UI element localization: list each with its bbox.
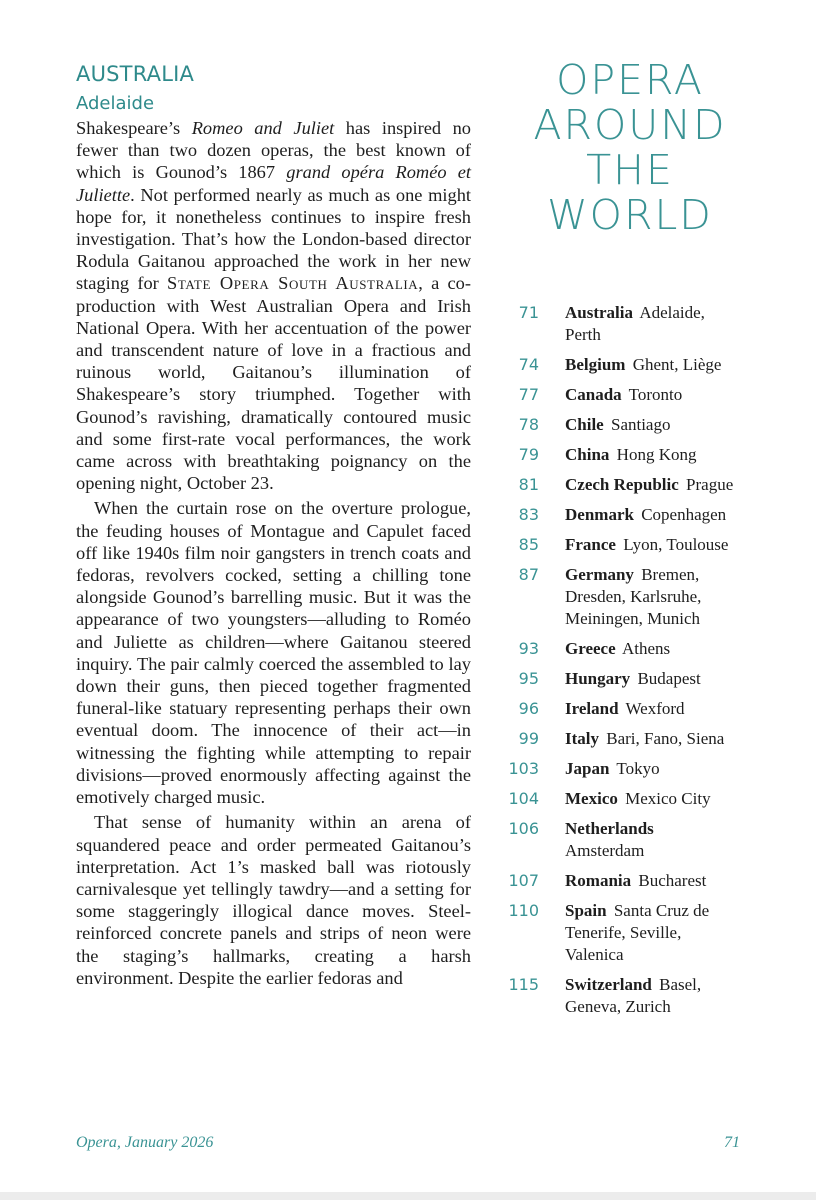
index-entry-text bbox=[565, 818, 735, 862]
review-column bbox=[76, 60, 471, 989]
index-country: Italy bbox=[565, 729, 599, 748]
index-cities: Lyon, Toulouse bbox=[623, 535, 729, 554]
index-cities: Hong Kong bbox=[616, 445, 697, 464]
index-country: Czech Republic bbox=[565, 475, 679, 494]
index-entry bbox=[500, 564, 750, 630]
index-cities: Copenhagen bbox=[641, 505, 727, 524]
paragraph-2: When the curtain rose on the overture prologue, the feuding houses of Montague and Capulet faced off like 1940s film noir gangsters in trench coats and fedoras, revolvers cocked, setting a chilling tone alongside Gounod’s barrelling music. But it was the appearance of two youngsters—alluding to Roméo and Juliette as children—where Gaitanou steered inquiry. The pair calmly coerced the assembled to lay down their guns, then pieced together fragmented funeral-like statuary representing perhaps their own eventual doom. The innocence of their act—in witnessing the fighting while attempting to repair divisions—proved enormously affecting against the emotively charged music. bbox=[76, 498, 471, 808]
index-cities: Athens bbox=[621, 639, 671, 658]
index-country: Belgium bbox=[565, 355, 626, 374]
index-country: Mexico bbox=[565, 789, 618, 808]
index-cities: Bucharest bbox=[638, 871, 707, 890]
index-entry-text bbox=[565, 564, 735, 630]
index-entry bbox=[500, 818, 750, 862]
index-entry bbox=[500, 414, 750, 436]
index-page-number: 93 bbox=[518, 639, 539, 658]
index-country: Ireland bbox=[565, 699, 619, 718]
index-page-number: 79 bbox=[518, 445, 539, 464]
index-cities: Prague bbox=[686, 475, 734, 494]
index-page-number: 106 bbox=[508, 819, 539, 838]
index-cities: Santiago bbox=[610, 415, 671, 434]
index-country: Netherlands bbox=[565, 819, 654, 838]
index-cities: Bremen, Dresden, Karlsruhe, Meiningen, Munich bbox=[565, 565, 702, 628]
index-page-number: 85 bbox=[518, 535, 539, 554]
index-country: Spain bbox=[565, 901, 607, 920]
index-entry-text bbox=[565, 900, 735, 966]
index-page-number: 110 bbox=[508, 901, 539, 920]
index-entry-text bbox=[565, 788, 735, 810]
paragraph-1: Shakespeare’s Romeo and Juliet has inspired no fewer than two dozen operas, the best known of which is Gounod’s 1867 grand opéra Roméo et Juliette. Not performed nearly as much as one might hope for, it nonetheless continues to inspire fresh investigation. That’s how the London-based director Rodula Gaitanou approached the work in her new staging for State Opera South Australia, a co-production with West Australian Opera and Irish National Opera. With her accentuation of the power and transcendent nature of love in a fractious and ruinous world, Gaitanou’s illumination of Shakespeare’s story triumphed. Together with Gounod’s ravishing, dramatically contoured music and some first-rate vocal performances, the work came across with breathtaking poignancy on the opening night, October 23. bbox=[76, 118, 472, 494]
city-heading: Adelaide bbox=[76, 93, 155, 114]
index-entry bbox=[500, 870, 750, 892]
publication-footer: Opera, January 2026 bbox=[76, 1134, 214, 1151]
index-page-number: 107 bbox=[508, 871, 539, 890]
index-country: Denmark bbox=[565, 505, 634, 524]
index-entry bbox=[500, 974, 750, 1018]
index-page-number: 99 bbox=[518, 729, 539, 748]
index-cities: Mexico City bbox=[625, 789, 711, 808]
index-entry-text bbox=[565, 384, 735, 406]
index-cities: Adelaide, Perth bbox=[565, 303, 705, 344]
index-page-number: 103 bbox=[508, 759, 539, 778]
index-entry-text bbox=[565, 354, 735, 376]
index-cities: Bari, Fano, Siena bbox=[606, 729, 725, 748]
index-country: Canada bbox=[565, 385, 622, 404]
index-page-number: 104 bbox=[508, 789, 539, 808]
index-entry bbox=[500, 728, 750, 750]
index-entry bbox=[500, 444, 750, 466]
index-entry bbox=[500, 788, 750, 810]
index-entry bbox=[500, 758, 750, 780]
paragraph-3: That sense of humanity within an arena of squandered peace and order permeated Gaitanou’s interpretation. Act 1’s masked ball was riotously carnivalesque yet tellingly tawdry—and a setting for some staggeringly illogical dance moves. Steel-reinforced concrete panels and strips of neon were the staging’s hallmarks, creating a harsh environment. Despite the earlier fedoras and bbox=[76, 812, 471, 988]
index-cities: Wexford bbox=[625, 699, 685, 718]
index-cities: Basel, Geneva, Zurich bbox=[565, 975, 702, 1016]
index-entry-text bbox=[565, 638, 735, 660]
index-cities: Budapest bbox=[637, 669, 701, 688]
index-country: Chile bbox=[565, 415, 604, 434]
index-entry-text bbox=[565, 698, 735, 720]
index-page-number: 78 bbox=[518, 415, 539, 434]
index-entry bbox=[500, 900, 750, 966]
index-page-number: 95 bbox=[518, 669, 539, 688]
company-name: State Opera South Australia bbox=[167, 273, 419, 294]
index-page-number: 83 bbox=[518, 505, 539, 524]
index-entry bbox=[500, 474, 750, 496]
index-page-number: 87 bbox=[518, 565, 539, 584]
index-entry bbox=[500, 302, 750, 346]
index-entry-text bbox=[565, 728, 735, 750]
index-cities: Toronto bbox=[628, 385, 683, 404]
index-cities: Ghent, Liège bbox=[632, 355, 722, 374]
index-cities: Santa Cruz de Tenerife, Seville, Valenica bbox=[565, 901, 710, 964]
index-entry-text bbox=[565, 974, 735, 1018]
region-heading: AUSTRALIA bbox=[76, 62, 195, 86]
index-entry-text bbox=[565, 414, 735, 436]
index-entry bbox=[500, 668, 750, 690]
page-number: 71 bbox=[724, 1134, 740, 1151]
index-page-number: 96 bbox=[518, 699, 539, 718]
index-country: Romania bbox=[565, 871, 632, 890]
index-entry-text bbox=[565, 504, 735, 526]
work-title: Romeo and Juliet bbox=[191, 118, 335, 138]
work-title: grand opéra Roméo et Juliette bbox=[76, 162, 472, 205]
index-entry bbox=[500, 504, 750, 526]
index-page-number: 74 bbox=[518, 355, 539, 374]
index-country: Germany bbox=[565, 565, 634, 584]
index-page-number: 77 bbox=[518, 385, 539, 404]
index-cities: Amsterdam bbox=[565, 841, 645, 860]
index-country: China bbox=[565, 445, 610, 464]
page-edge bbox=[0, 1192, 816, 1200]
review-body bbox=[76, 117, 471, 989]
index-country: France bbox=[565, 535, 616, 554]
section-title: OPERA AROUND THE WORLD bbox=[533, 56, 727, 239]
index-entry bbox=[500, 384, 750, 406]
index-page-number: 115 bbox=[508, 975, 539, 994]
index-page-number: 71 bbox=[518, 303, 539, 322]
index-entry-text bbox=[565, 534, 735, 556]
index-entry-text bbox=[565, 444, 735, 466]
index-cities: Tokyo bbox=[616, 759, 660, 778]
country-index bbox=[500, 302, 750, 1026]
index-page-number: 81 bbox=[518, 475, 539, 494]
index-entry bbox=[500, 534, 750, 556]
index-country: Hungary bbox=[565, 669, 631, 688]
index-entry bbox=[500, 638, 750, 660]
index-entry bbox=[500, 698, 750, 720]
index-country: Switzerland bbox=[565, 975, 652, 994]
index-entry-text bbox=[565, 302, 735, 346]
index-country: Greece bbox=[565, 639, 616, 658]
index-entry-text bbox=[565, 474, 735, 496]
index-country: Japan bbox=[565, 759, 610, 778]
index-entry bbox=[500, 354, 750, 376]
index-country: Australia bbox=[565, 303, 633, 322]
index-entry-text bbox=[565, 870, 735, 892]
index-entry-text bbox=[565, 668, 735, 690]
index-entry-text bbox=[565, 758, 735, 780]
